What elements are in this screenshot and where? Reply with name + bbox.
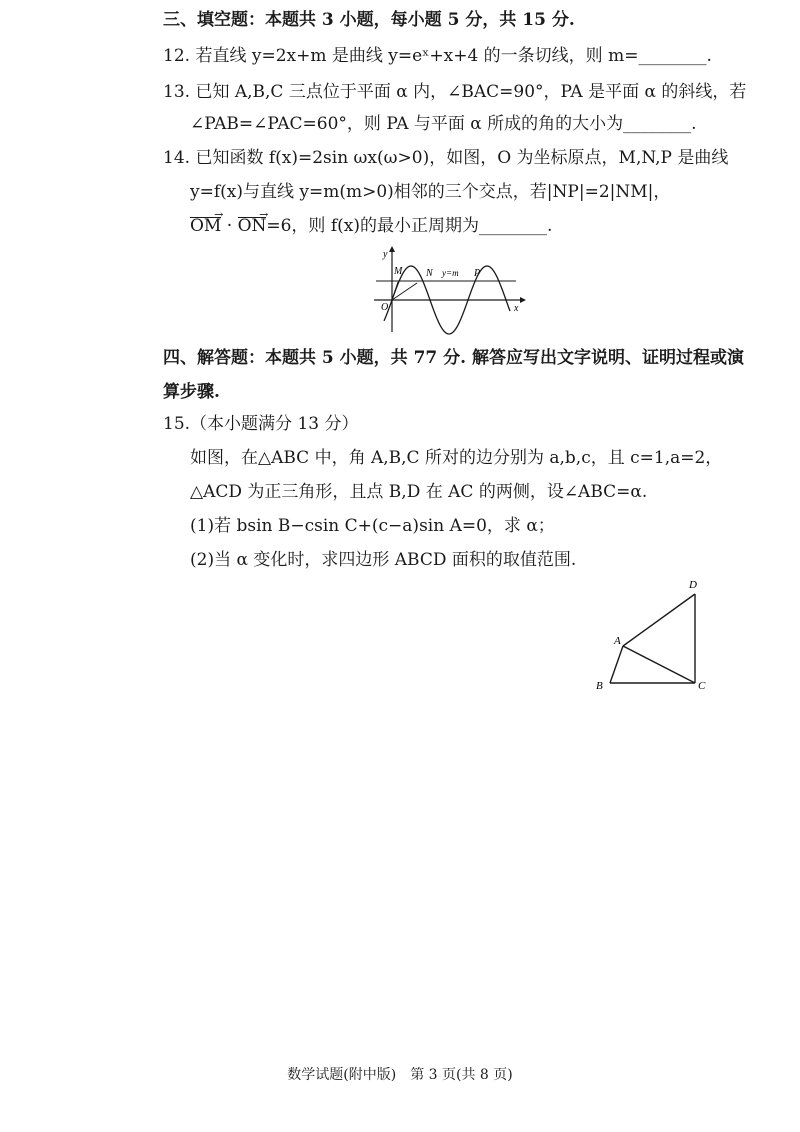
vector-om: OM → — [190, 216, 221, 236]
question-14-line2: y=f(x)与直线 y=m(m>0)相邻的三个交点，若|NP|=2|NM|， — [190, 182, 671, 202]
question-15-body-line1: 如图，在△ABC 中，角 A,B,C 所对的边分别为 a,b,c，且 c=1,a=2， — [190, 448, 723, 468]
section4-heading-line1: 四、解答题：本题共 5 小题，共 77 分. 解答应写出文字说明、证明过程或演 — [163, 348, 744, 368]
section3-heading: 三、填空题：本题共 3 小题，每小题 5 分，共 15 分. — [163, 10, 575, 30]
question-15-number: 15.（本小题满分 13 分） — [163, 414, 359, 434]
vector-on: ON → — [238, 216, 267, 236]
quadrilateral-figure — [590, 574, 720, 698]
question-14-line1: 14. 已知函数 f(x)=2sin ωx(ω>0)，如图，O 为坐标原点，M,N,P 是曲线 — [163, 148, 729, 168]
page-footer: 数学试题(附中版) 第 3 页(共 8 页) — [287, 1067, 513, 1083]
question-15-part1: (1)若 bsin B−csin C+(c−a)sin A=0，求 α； — [190, 516, 555, 536]
segment-ad — [623, 594, 695, 646]
section4-heading-line2: 算步骤. — [163, 382, 220, 402]
segment-ab — [610, 646, 623, 683]
graph-x-label: x — [514, 303, 519, 314]
point-c-label: C — [698, 680, 706, 692]
graph-line-label: y=m — [442, 268, 459, 278]
graph-origin-label: O — [381, 302, 389, 313]
point-a-label: A — [614, 635, 621, 647]
point-b-label: B — [596, 680, 603, 692]
question-13-line1: 13. 已知 A,B,C 三点位于平面 α 内，∠BAC=90°，PA 是平面 α 的斜线，若 — [163, 82, 747, 102]
graph-y-label: y — [383, 249, 388, 260]
vector-on-arrow — [392, 283, 417, 300]
y-axis-arrow — [389, 246, 395, 252]
x-axis-arrow — [520, 297, 526, 303]
vector-om-arrow — [392, 282, 398, 300]
question-13-line2: ∠PAB=∠PAC=60°，则 PA 与平面 α 所成的角的大小为________. — [190, 114, 697, 134]
dot-operator: · — [221, 216, 238, 236]
question-15-part2: (2)当 α 变化时，求四边形 ABCD 面积的取值范围. — [190, 550, 577, 570]
question-14-line3-rest: =6，则 f(x)的最小正周期为________. — [266, 216, 553, 236]
sine-graph-figure — [370, 244, 530, 336]
question-15-body-line2: △ACD 为正三角形，且点 B,D 在 AC 的两侧，设∠ABC=α. — [190, 482, 648, 502]
graph-p-label: P — [474, 268, 481, 279]
graph-n-label: N — [426, 268, 433, 279]
question-14-line3 — [190, 214, 552, 238]
question-12: 12. 若直线 y=2x+m 是曲线 y=eˣ+x+4 的一条切线，则 m=________. — [163, 46, 712, 66]
point-d-label: D — [689, 579, 697, 591]
segment-ac — [623, 646, 695, 683]
graph-m-label: M — [394, 266, 403, 277]
